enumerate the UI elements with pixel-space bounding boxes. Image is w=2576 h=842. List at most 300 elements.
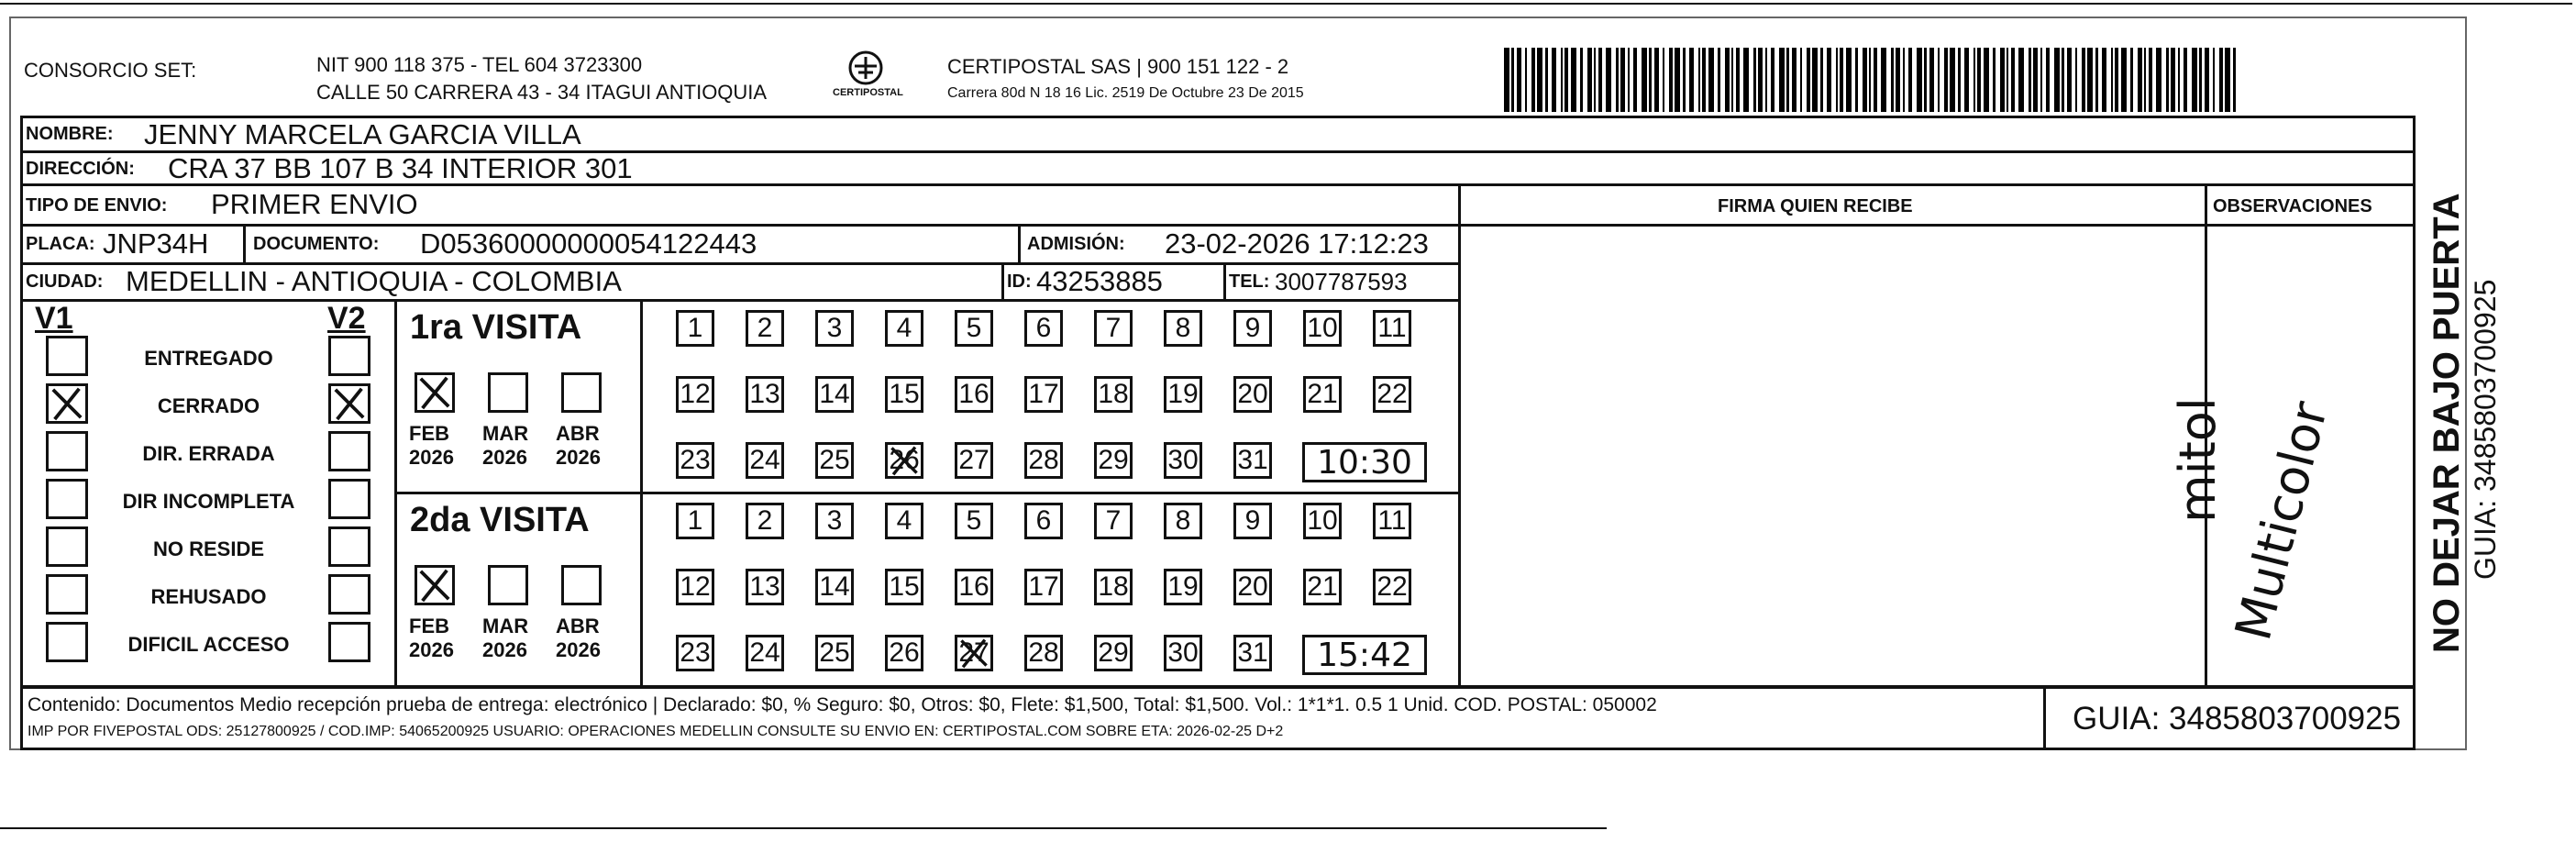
- ciudad-label: CIUDAD:: [26, 271, 104, 292]
- barcode-bar: [1725, 48, 1730, 112]
- day-number: 11: [1377, 505, 1407, 536]
- v1-header: V1: [35, 301, 73, 336]
- day-box[interactable]: [885, 310, 923, 347]
- barcode-bar: [1807, 48, 1810, 112]
- day-number: 3: [826, 505, 843, 536]
- day-box[interactable]: [885, 503, 923, 539]
- day-number: 29: [1098, 637, 1129, 668]
- month-label: MAR: [482, 615, 529, 637]
- barcode-bar: [1908, 48, 1912, 112]
- barcode-bar: [1881, 48, 1886, 112]
- barcode-bar: [1525, 48, 1527, 112]
- day-box[interactable]: [885, 569, 923, 605]
- barcode-bar: [1924, 48, 1927, 112]
- day-box[interactable]: [746, 569, 784, 605]
- v2-checkbox[interactable]: [328, 574, 370, 615]
- v1-checkbox[interactable]: [46, 622, 88, 662]
- barcode-bar: [1984, 48, 1989, 112]
- day-number: 22: [1376, 571, 1408, 602]
- day-box[interactable]: [1233, 503, 1272, 539]
- day-box[interactable]: [1094, 635, 1133, 671]
- day-box[interactable]: [1233, 376, 1272, 413]
- barcode-bar: [2000, 48, 2005, 112]
- status-label: DIR. ERRADA: [142, 442, 275, 465]
- day-box[interactable]: [1094, 442, 1133, 479]
- placa-label: PLACA:: [26, 234, 95, 254]
- barcode-bar: [1929, 48, 1934, 112]
- barcode-bar: [1587, 48, 1592, 112]
- barcode-bar: [1855, 48, 1858, 112]
- barcode-bar: [1820, 48, 1823, 112]
- observaciones-note-2: Multicolor: [2224, 395, 2339, 647]
- day-box[interactable]: [1094, 310, 1133, 347]
- day-number: 7: [1105, 313, 1122, 343]
- barcode-bar: [1511, 48, 1514, 112]
- day-box[interactable]: [1094, 376, 1133, 413]
- barcode-bar: [1616, 48, 1619, 112]
- months-divider: [640, 299, 643, 686]
- day-number: 26: [889, 445, 920, 475]
- barcode-bar: [1903, 48, 1905, 112]
- day-box[interactable]: [1164, 376, 1202, 413]
- top-edge-line: [0, 3, 1348, 5]
- check-x-icon: [417, 375, 452, 410]
- day-number: 2: [757, 505, 773, 536]
- barcode-bar: [1654, 48, 1659, 112]
- v2-checkbox[interactable]: [328, 526, 370, 567]
- day-box[interactable]: [1094, 569, 1133, 605]
- v2-checkbox[interactable]: [328, 336, 370, 376]
- day-number: 30: [1167, 637, 1199, 668]
- day-number: 21: [1307, 379, 1338, 409]
- direccion-label: DIRECCIÓN:: [26, 159, 135, 179]
- day-number: 5: [966, 313, 982, 343]
- barcode-bar: [2233, 48, 2236, 112]
- v1-checkbox[interactable]: [46, 479, 88, 519]
- day-box[interactable]: [1233, 635, 1272, 671]
- day-number: 25: [819, 445, 850, 475]
- barcode-bar: [1771, 48, 1774, 112]
- month-checkbox[interactable]: [561, 372, 602, 413]
- month-checkbox[interactable]: [415, 372, 455, 413]
- barcode-bar: [1812, 48, 1818, 112]
- day-box[interactable]: [815, 376, 854, 413]
- visit-divider: [394, 492, 1458, 494]
- day-number: 8: [1175, 313, 1191, 343]
- month-checkbox[interactable]: [561, 565, 602, 605]
- day-number: 5: [966, 505, 982, 536]
- visit-time[interactable]: 10:30: [1302, 442, 1427, 482]
- month-label: ABR: [556, 422, 600, 445]
- barcode-bar: [1598, 48, 1602, 112]
- barcode-bar: [1552, 48, 1556, 112]
- barcode-bar: [1917, 48, 1922, 112]
- day-box[interactable]: [955, 376, 993, 413]
- day-number: 27: [958, 637, 989, 668]
- day-box[interactable]: [1164, 569, 1202, 605]
- admision-divider: [1018, 224, 1021, 262]
- day-number: 3: [826, 313, 843, 343]
- barcode-bar: [1973, 48, 1975, 112]
- barcode-bar: [1950, 48, 1955, 112]
- firma-header: FIRMA QUIEN RECIBE: [1718, 196, 1913, 216]
- barcode-bar: [1545, 48, 1548, 112]
- day-box[interactable]: [815, 310, 854, 347]
- month-year: 2026: [409, 638, 454, 661]
- day-box[interactable]: [815, 635, 854, 671]
- day-number: 10: [1307, 505, 1338, 536]
- day-number: 12: [680, 571, 711, 602]
- barcode-bar: [2033, 48, 2038, 112]
- day-box[interactable]: [676, 442, 714, 479]
- barcode-bar: [2007, 48, 2008, 112]
- barcode-bar: [2087, 48, 2093, 112]
- firma-left-line: [1458, 183, 1461, 686]
- barcode-bar: [1537, 48, 1542, 112]
- barcode-bar: [1669, 48, 1673, 112]
- barcode-bar: [1846, 48, 1852, 112]
- v1-checkbox[interactable]: [46, 431, 88, 471]
- placa-divider: [243, 224, 246, 262]
- day-box[interactable]: [955, 310, 993, 347]
- barcode-bar: [2075, 48, 2077, 112]
- day-box[interactable]: [1024, 635, 1063, 671]
- v2-header: V2: [327, 301, 366, 336]
- tel-label: TEL:: [1229, 271, 1270, 292]
- barcode-bar: [2178, 48, 2180, 112]
- barcode-bar: [2062, 48, 2064, 112]
- month-year: 2026: [482, 638, 527, 661]
- barcode-bar: [1863, 48, 1867, 112]
- logo-text: CERTIPOSTAL: [833, 87, 903, 98]
- barcode-bar: [1718, 48, 1720, 112]
- day-number: 15: [889, 571, 920, 602]
- barcode-bar: [1531, 48, 1535, 112]
- day-box[interactable]: [1373, 376, 1411, 413]
- barcode-bar: [1753, 48, 1756, 112]
- day-box[interactable]: [955, 635, 993, 671]
- barcode-bar: [1675, 48, 1680, 112]
- day-box[interactable]: [815, 569, 854, 605]
- day-box[interactable]: [1303, 503, 1342, 539]
- day-number: 7: [1105, 505, 1122, 536]
- day-number: 11: [1377, 313, 1407, 343]
- day-number: 17: [1028, 571, 1059, 602]
- day-number: 13: [749, 379, 780, 409]
- barcode-bar: [2011, 48, 2015, 112]
- barcode-bar: [2111, 48, 2113, 112]
- day-box[interactable]: [676, 310, 714, 347]
- barcode-bar: [1896, 48, 1900, 112]
- day-box[interactable]: [1303, 569, 1342, 605]
- barcode-bar: [1765, 48, 1767, 112]
- day-number: 18: [1098, 571, 1129, 602]
- day-number: 10: [1307, 313, 1338, 343]
- barcode-bar: [1633, 48, 1637, 112]
- tel-divider: [1223, 262, 1226, 299]
- month-checkbox[interactable]: [415, 565, 455, 605]
- no-dejar-warning: NO DEJAR BAJO PUERTA: [2427, 193, 2467, 653]
- strike-mark-icon: [957, 637, 990, 669]
- day-number: 16: [958, 379, 989, 409]
- v2-checkbox[interactable]: [328, 383, 370, 424]
- day-box[interactable]: [1233, 569, 1272, 605]
- footer-imp: IMP POR FIVEPOSTAL ODS: 25127800925 / COD.IMP: 54065200925 USUARIO: OPERACIONES MEDELLIN CONSULTE SU ENVIO EN: CERTIPOSTAL.COM SOBRE ETA: 2026-02-25 D+2: [28, 724, 1284, 739]
- day-box[interactable]: [1024, 376, 1063, 413]
- barcode-bar: [1792, 48, 1797, 112]
- barcode-bar: [1743, 48, 1749, 112]
- barcode-bar: [2115, 48, 2118, 112]
- day-box[interactable]: [955, 569, 993, 605]
- barcode-bar: [1938, 48, 1940, 112]
- barcode-bar: [1504, 48, 1509, 112]
- day-number: 1: [687, 313, 703, 343]
- v2-checkbox[interactable]: [328, 479, 370, 519]
- day-box[interactable]: [746, 376, 784, 413]
- day-box[interactable]: [1233, 310, 1272, 347]
- barcode-bar: [2213, 48, 2215, 112]
- barcode-bar: [1874, 48, 1877, 112]
- day-box[interactable]: [1094, 503, 1133, 539]
- barcode-bar: [2029, 48, 2031, 112]
- barcode-bar: [1698, 48, 1700, 112]
- month-checkbox[interactable]: [488, 565, 528, 605]
- barcode-bar: [1731, 48, 1733, 112]
- day-number: 9: [1244, 505, 1261, 536]
- barcode-bar: [2205, 48, 2209, 112]
- tipo-envio-value: PRIMER ENVIO: [211, 188, 418, 220]
- v1-checkbox[interactable]: [46, 526, 88, 567]
- visit-title: 2da VISITA: [410, 501, 590, 539]
- day-number: 28: [1028, 637, 1059, 668]
- day-number: 24: [749, 637, 780, 668]
- barcode-bar: [1580, 48, 1583, 112]
- day-box[interactable]: [885, 376, 923, 413]
- barcode-bar: [1594, 48, 1596, 112]
- barcode-bar: [2054, 48, 2060, 112]
- status-divider: [394, 299, 397, 686]
- barcode-bar: [1958, 48, 1961, 112]
- day-number: 30: [1167, 445, 1199, 475]
- day-box[interactable]: [1164, 503, 1202, 539]
- day-number: 27: [958, 445, 989, 475]
- barcode-bar: [1827, 48, 1831, 112]
- day-number: 16: [958, 571, 989, 602]
- day-box[interactable]: [885, 635, 923, 671]
- row-line-5: [20, 299, 1458, 302]
- top-edge-line-right: [1348, 3, 2572, 5]
- day-number: 17: [1028, 379, 1059, 409]
- day-box[interactable]: [1024, 569, 1063, 605]
- day-number: 4: [896, 505, 912, 536]
- day-box[interactable]: [746, 503, 784, 539]
- day-box[interactable]: [815, 503, 854, 539]
- barcode-bar: [1620, 48, 1625, 112]
- barcode-bar: [2130, 48, 2133, 112]
- status-label: ENTREGADO: [144, 347, 273, 370]
- day-number: 26: [889, 637, 920, 668]
- day-number: 28: [1028, 445, 1059, 475]
- barcode-bar: [1800, 48, 1802, 112]
- id-label: ID:: [1007, 271, 1032, 292]
- barcode-bar: [1891, 48, 1894, 112]
- day-number: 6: [1035, 505, 1052, 536]
- day-number: 19: [1167, 379, 1199, 409]
- admision-label: ADMISIÓN:: [1027, 234, 1125, 254]
- barcode-bar: [2102, 48, 2106, 112]
- day-box[interactable]: [676, 635, 714, 671]
- barcode-bar: [1786, 48, 1789, 112]
- month-year: 2026: [482, 446, 527, 469]
- barcode-bar: [1840, 48, 1843, 112]
- nombre-value: JENNY MARCELA GARCIA VILLA: [144, 118, 581, 150]
- day-box[interactable]: [1164, 442, 1202, 479]
- status-label: DIR INCOMPLETA: [122, 490, 295, 513]
- barcode-bar: [2040, 48, 2042, 112]
- day-box[interactable]: [1024, 442, 1063, 479]
- day-box[interactable]: [955, 442, 993, 479]
- barcode-bar: [1977, 48, 1981, 112]
- barcode-bar: [2121, 48, 2127, 112]
- day-number: 15: [889, 379, 920, 409]
- v2-checkbox[interactable]: [328, 431, 370, 471]
- footer-guia-divider: [2043, 686, 2046, 750]
- certipostal-line: CERTIPOSTAL SAS | 900 151 122 - 2: [947, 55, 1289, 78]
- barcode-bar: [2156, 48, 2161, 112]
- day-box[interactable]: [676, 376, 714, 413]
- check-x-icon: [49, 386, 85, 421]
- barcode-bar: [2171, 48, 2175, 112]
- barcode-bar: [1561, 48, 1563, 112]
- documento-value: D05360000000054122443: [420, 227, 757, 260]
- barcode-bar: [2067, 48, 2072, 112]
- admision-value: 23-02-2026 17:12:23: [1165, 227, 1429, 260]
- day-box[interactable]: [1373, 310, 1411, 347]
- observaciones-header: OBSERVACIONES: [2213, 196, 2372, 216]
- day-number: 31: [1237, 445, 1268, 475]
- day-box[interactable]: [1233, 442, 1272, 479]
- barcode-bar: [1642, 48, 1647, 112]
- tipo-envio-label: TIPO DE ENVIO:: [26, 195, 168, 216]
- day-number: 25: [819, 637, 850, 668]
- day-box[interactable]: [746, 635, 784, 671]
- barcode-bar: [2018, 48, 2024, 112]
- status-label: REHUSADO: [150, 585, 267, 608]
- barcode-bar: [2149, 48, 2152, 112]
- barcode-bar: [1869, 48, 1871, 112]
- day-number: 14: [819, 379, 850, 409]
- documento-label: DOCUMENTO:: [253, 234, 380, 254]
- day-number: 8: [1175, 505, 1191, 536]
- barcode-bar: [1517, 48, 1521, 112]
- barcode-bar: [2138, 48, 2142, 112]
- day-box[interactable]: [1373, 569, 1411, 605]
- barcode-bar: [1606, 48, 1611, 112]
- direccion-value: CRA 37 BB 107 B 34 INTERIOR 301: [168, 152, 633, 184]
- day-box[interactable]: [746, 442, 784, 479]
- status-label: DIFICIL ACCESO: [127, 633, 290, 656]
- day-number: 23: [680, 637, 711, 668]
- day-box[interactable]: [676, 569, 714, 605]
- barcode-bar: [2166, 48, 2169, 112]
- barcode-bar: [2184, 48, 2187, 112]
- status-label: CERRADO: [157, 394, 260, 417]
- day-number: 12: [680, 379, 711, 409]
- placa-value: JNP34H: [103, 227, 209, 260]
- barcode-bar: [2144, 48, 2146, 112]
- barcode-bar: [1779, 48, 1785, 112]
- status-label: NO RESIDE: [152, 537, 265, 560]
- row-line-3: [20, 224, 2416, 227]
- day-number: 31: [1237, 637, 1268, 668]
- day-number: 24: [749, 445, 780, 475]
- check-x-icon: [417, 568, 452, 603]
- day-box[interactable]: [1303, 310, 1342, 347]
- barcode-bar: [1964, 48, 1969, 112]
- visit-time[interactable]: 15:42: [1302, 635, 1427, 675]
- day-number: 9: [1244, 313, 1261, 343]
- day-box[interactable]: [1024, 503, 1063, 539]
- day-box[interactable]: [885, 442, 923, 479]
- barcode-bar: [1836, 48, 1838, 112]
- day-box[interactable]: [815, 442, 854, 479]
- day-box[interactable]: [746, 310, 784, 347]
- day-box[interactable]: [676, 503, 714, 539]
- day-box[interactable]: [1164, 635, 1202, 671]
- month-checkbox[interactable]: [488, 372, 528, 413]
- bottom-edge-line: [0, 827, 1607, 829]
- barcode-bar: [2046, 48, 2050, 112]
- barcode-bar: [1993, 48, 1996, 112]
- barcode-bar: [1683, 48, 1686, 112]
- month-label: MAR: [482, 422, 529, 445]
- month-year: 2026: [556, 638, 601, 661]
- month-label: FEB: [409, 422, 449, 445]
- address-line: CALLE 50 CARRERA 43 - 34 ITAGUI ANTIOQUIA: [316, 81, 768, 104]
- nit-line: NIT 900 118 375 - TEL 604 3723300: [316, 53, 643, 76]
- day-box[interactable]: [1024, 310, 1063, 347]
- barcode-bar: [2192, 48, 2197, 112]
- v1-checkbox[interactable]: [46, 383, 88, 424]
- id-divider: [1001, 262, 1004, 299]
- day-number: 18: [1098, 379, 1129, 409]
- barcode-bar: [1944, 48, 1948, 112]
- month-label: ABR: [556, 615, 600, 637]
- strike-mark-icon: [888, 445, 921, 476]
- month-label: FEB: [409, 615, 449, 637]
- barcode-bar: [2199, 48, 2202, 112]
- barcode-bar: [2082, 48, 2085, 112]
- tel-value: 3007787593: [1275, 268, 1408, 295]
- day-number: 21: [1307, 571, 1338, 602]
- day-number: 22: [1376, 379, 1408, 409]
- day-number: 2: [757, 313, 773, 343]
- v1-checkbox[interactable]: [46, 336, 88, 376]
- day-number: 19: [1167, 571, 1199, 602]
- barcode-bar: [1736, 48, 1740, 112]
- day-box[interactable]: [1164, 310, 1202, 347]
- day-box[interactable]: [955, 503, 993, 539]
- day-box[interactable]: [1303, 376, 1342, 413]
- barcode-bar: [1649, 48, 1652, 112]
- v1-checkbox[interactable]: [46, 574, 88, 615]
- day-box[interactable]: [1373, 503, 1411, 539]
- v2-checkbox[interactable]: [328, 622, 370, 662]
- month-year: 2026: [556, 446, 601, 469]
- side-guia: GUIA: 3485803700925: [2469, 279, 2502, 580]
- day-number: 1: [687, 505, 703, 536]
- day-number: 20: [1237, 379, 1268, 409]
